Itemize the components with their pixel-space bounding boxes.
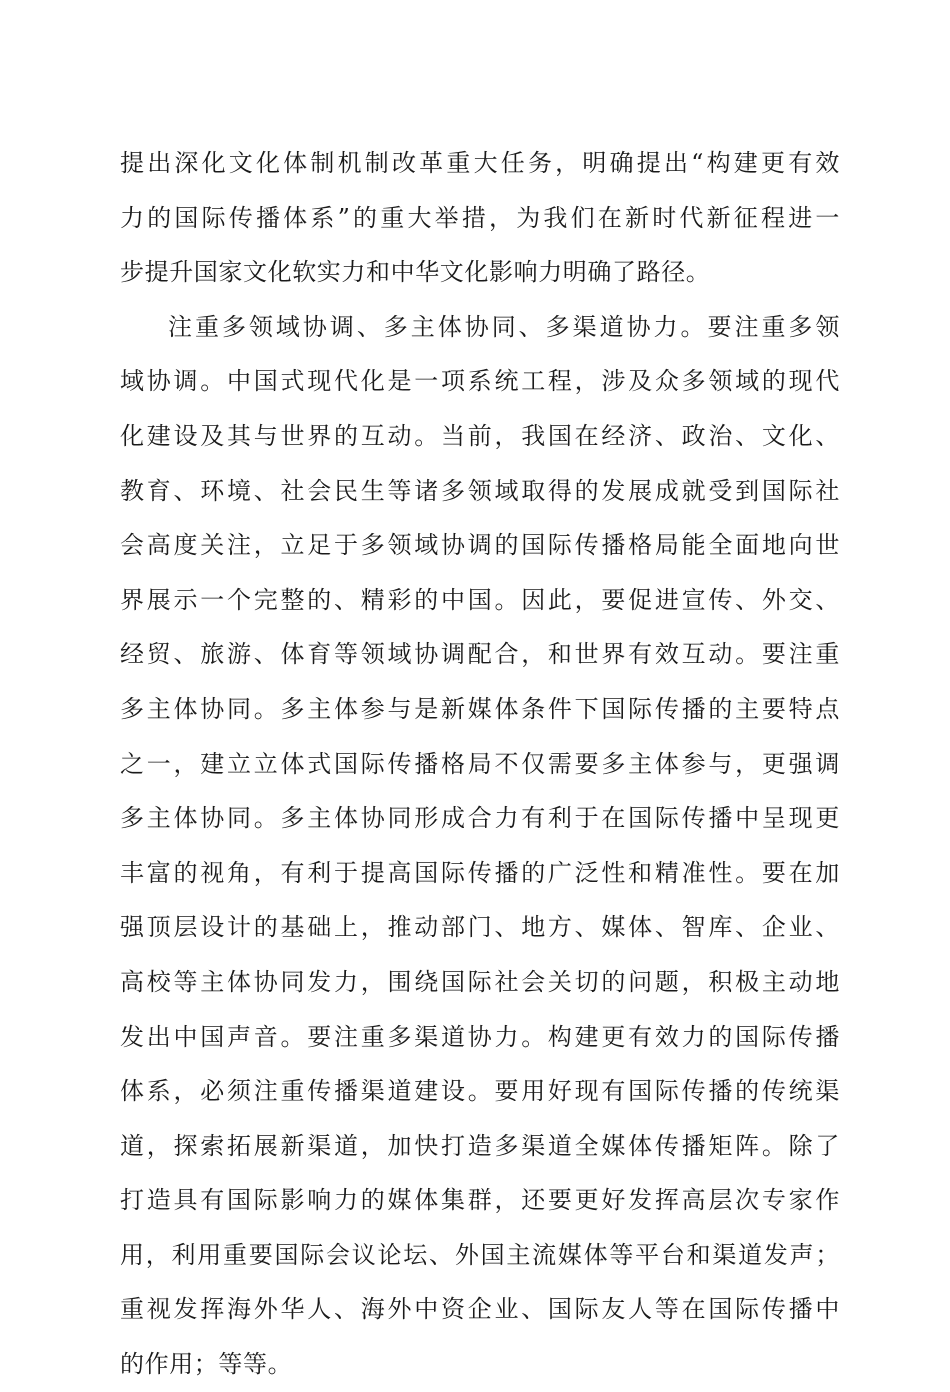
text-line: 力的国际传播体系”的重大举措，为我们在新时代新征程进一: [120, 203, 840, 232]
paragraph-start-line: 注重多领域协调、多主体协同、多渠道协力。要注重多领: [168, 312, 840, 341]
text-line: 道，探索拓展新渠道，加快打造多渠道全媒体传播矩阵。除了: [120, 1131, 840, 1160]
text-line: 多主体协同。多主体参与是新媒体条件下国际传播的主要特点: [120, 694, 840, 723]
body-text: [120, 136, 840, 1392]
text-line: 多主体协同。多主体协同形成合力有利于在国际传播中呈现更: [120, 804, 840, 833]
text-line: 步提升国家文化软实力和中华文化影响力明确了路径。: [120, 258, 711, 287]
text-line: 发出中国声音。要注重多渠道协力。构建更有效力的国际传播: [120, 1022, 840, 1051]
text-line: 教育、环境、社会民生等诸多领域取得的发展成就受到国际社: [120, 476, 840, 505]
text-line: 经贸、旅游、体育等领域协调配合，和世界有效互动。要注重: [120, 640, 840, 669]
text-line: 打造具有国际影响力的媒体集群，还要更好发挥高层次专家作: [120, 1186, 840, 1215]
text-line: 界展示一个完整的、精彩的中国。因此，要促进宣传、外交、: [120, 585, 840, 614]
text-line: 提出深化文化体制机制改革重大任务，明确提出“构建更有效: [120, 149, 840, 177]
text-line: 化建设及其与世界的互动。当前，我国在经济、政治、文化、: [120, 421, 840, 450]
text-line: 体系，必须注重传播渠道建设。要用好现有国际传播的传统渠: [120, 1077, 840, 1106]
text-line: 丰富的视角，有利于提高国际传播的广泛性和精准性。要在加: [120, 858, 840, 887]
text-line: 用，利用重要国际会议论坛、外国主流媒体等平台和渠道发声；: [120, 1240, 840, 1269]
text-line: 高校等主体协同发力，围绕国际社会关切的问题，积极主动地: [120, 967, 840, 996]
text-line: 的作用；等等。: [120, 1350, 293, 1379]
text-line: 会高度关注，立足于多领域协调的国际传播格局能全面地向世: [120, 531, 840, 560]
text-line: 域协调。中国式现代化是一项系统工程，涉及众多领域的现代: [120, 367, 840, 396]
text-line: 之一，建立立体式国际传播格局不仅需要多主体参与，更强调: [120, 749, 840, 778]
text-line: 重视发挥海外华人、海外中资企业、国际友人等在国际传播中: [120, 1295, 840, 1324]
text-line: 强顶层设计的基础上，推动部门、地方、媒体、智库、企业、: [120, 913, 840, 942]
